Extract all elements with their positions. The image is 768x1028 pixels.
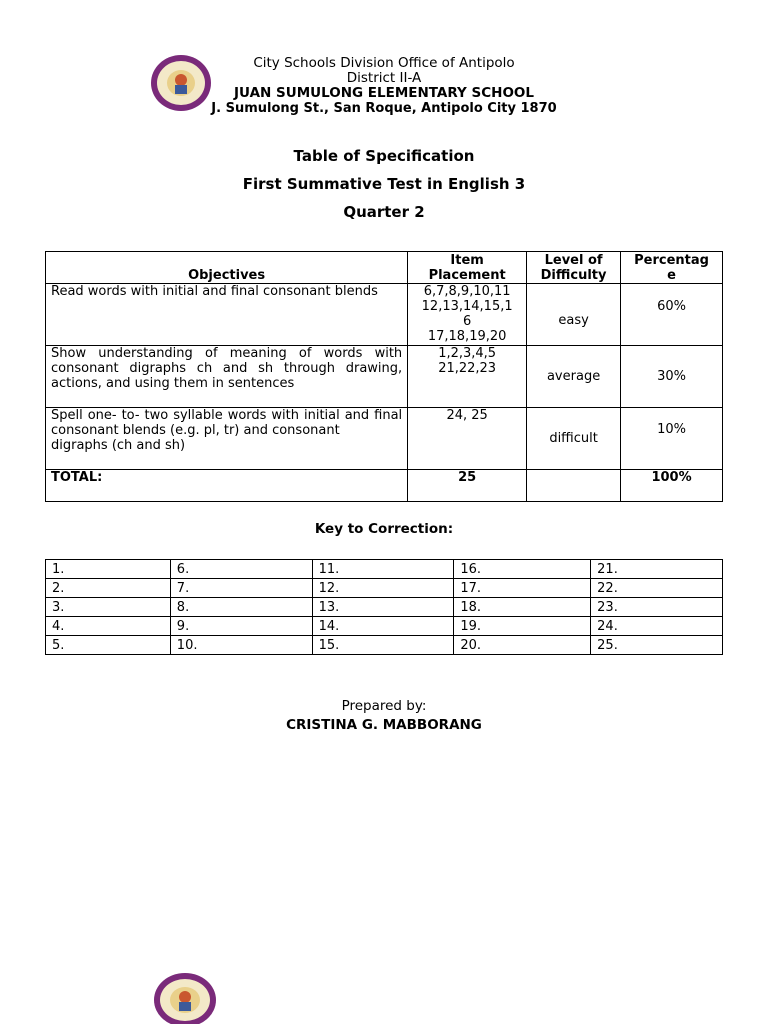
answer-key-cell: 9. [170, 617, 312, 636]
answer-key-cell: 16. [454, 560, 591, 579]
answer-key-cell: 10. [170, 636, 312, 655]
item-placement-cell: 6,7,8,9,10,11 12,13,14,15,1 6 17,18,19,20 [408, 284, 527, 346]
answer-key-cell: 14. [312, 617, 454, 636]
key-to-correction-title: Key to Correction: [314, 521, 454, 537]
division-office: City Schools Division Office of Antipolo [253, 55, 515, 71]
answer-key-cell: 15. [312, 636, 454, 655]
difficulty-cell: average [527, 346, 621, 408]
table-row [46, 284, 723, 346]
header-level-of-difficulty: Level of Difficulty [527, 252, 621, 284]
specification-table [45, 251, 723, 502]
answer-key-row [46, 598, 723, 617]
prepared-by-label: Prepared by: [341, 698, 427, 714]
percentage-cell: 10% [621, 408, 723, 470]
answer-key-cell: 5. [46, 636, 171, 655]
total-percentage: 100% [621, 470, 723, 502]
total-difficulty-empty [527, 470, 621, 502]
school-seal-logo-bottom [152, 972, 218, 1024]
answer-key-cell: 20. [454, 636, 591, 655]
table-header-row [46, 252, 723, 284]
document-title: Table of Specification [293, 147, 475, 165]
school-name: JUAN SUMULONG ELEMENTARY SCHOOL [234, 85, 534, 101]
difficulty-cell: difficult [527, 408, 621, 470]
answer-key-cell: 13. [312, 598, 454, 617]
total-row [46, 470, 723, 502]
item-placement-cell: 1,2,3,4,5 21,22,23 [408, 346, 527, 408]
table-row [46, 408, 723, 470]
answer-key-cell: 23. [591, 598, 723, 617]
objective-cell: Show understanding of meaning of words with consonant digraphs ch and sh through drawing, actions, and using them in sentences [46, 346, 408, 408]
table-row [46, 346, 723, 408]
percentage-cell: 60% [621, 284, 723, 346]
answer-key-cell: 7. [170, 579, 312, 598]
answer-key-cell: 6. [170, 560, 312, 579]
total-label: TOTAL: [46, 470, 408, 502]
school-address: J. Sumulong St., San Roque, Antipolo City 1870 [211, 101, 557, 116]
item-placement-cell: 24, 25 [408, 408, 527, 470]
percentage-cell: 30% [621, 346, 723, 408]
answer-key-cell: 11. [312, 560, 454, 579]
preparer-name: CRISTINA G. MABBORANG [286, 717, 482, 733]
answer-key-cell: 19. [454, 617, 591, 636]
document-subtitle: First Summative Test in English 3 [242, 175, 526, 193]
answer-key-cell: 18. [454, 598, 591, 617]
answer-key-cell: 22. [591, 579, 723, 598]
letterhead [200, 56, 568, 116]
objective-cell: Spell one- to- two syllable words with initial and final consonant blends (e.g. pl, tr) and consonant digraphs (ch and sh) [46, 408, 408, 470]
total-items: 25 [408, 470, 527, 502]
answer-key-row [46, 636, 723, 655]
answer-key-row [46, 617, 723, 636]
answer-key-cell: 8. [170, 598, 312, 617]
answer-key-cell: 25. [591, 636, 723, 655]
header-item-placement: Item Placement [408, 252, 527, 284]
answer-key-row [46, 560, 723, 579]
difficulty-cell: easy [527, 284, 621, 346]
header-percentage: Percentag e [621, 252, 723, 284]
objective-cell: Read words with initial and final consonant blends [46, 284, 408, 346]
answer-key-cell: 3. [46, 598, 171, 617]
answer-key-cell: 4. [46, 617, 171, 636]
answer-key-cell: 17. [454, 579, 591, 598]
answer-key-cell: 24. [591, 617, 723, 636]
answer-key-row [46, 579, 723, 598]
header-objectives: Objectives [46, 252, 408, 284]
answer-key-cell: 1. [46, 560, 171, 579]
quarter-label: Quarter 2 [343, 203, 425, 221]
answer-key-table [45, 559, 723, 655]
answer-key-cell: 12. [312, 579, 454, 598]
answer-key-cell: 2. [46, 579, 171, 598]
district: District II-A [346, 70, 422, 86]
answer-key-cell: 21. [591, 560, 723, 579]
